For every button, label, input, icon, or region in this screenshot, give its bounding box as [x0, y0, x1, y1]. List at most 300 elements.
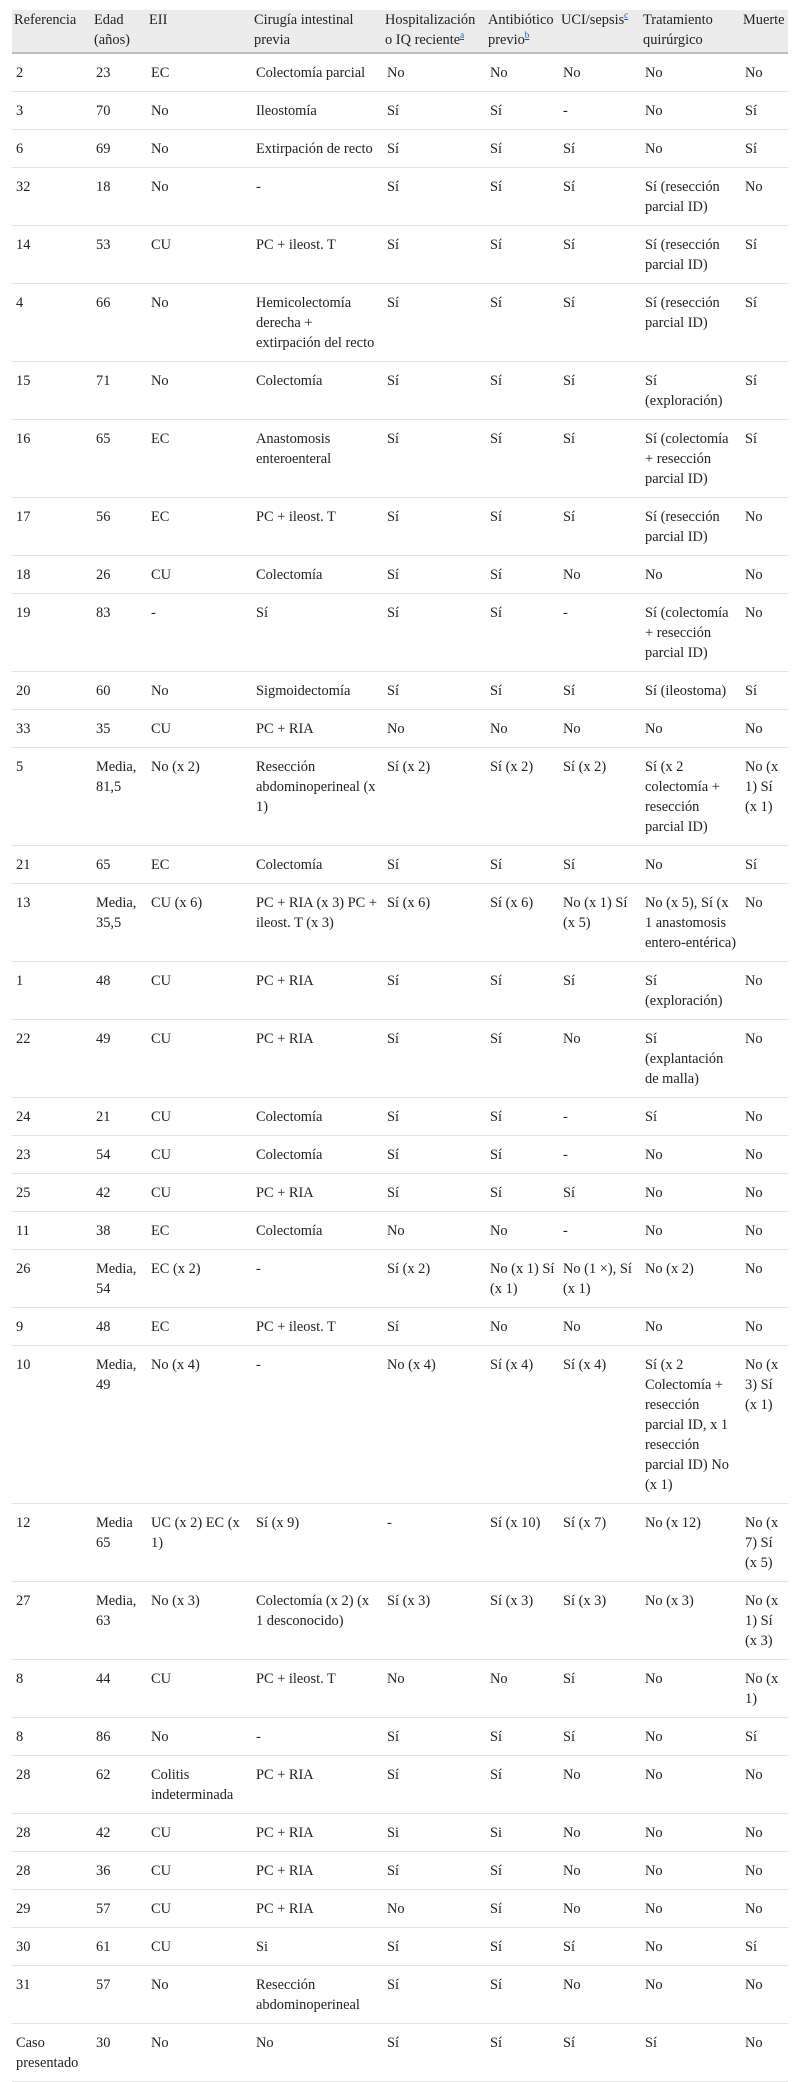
table-cell: Sí [741, 284, 788, 362]
table-row [12, 594, 788, 672]
table-row [12, 1136, 788, 1174]
table-cell: Sí (x 9) [252, 1504, 383, 1582]
table-cell: CU (x 6) [147, 884, 252, 962]
table-cell: Sí (x 2) [383, 1250, 486, 1308]
table-row [12, 1966, 788, 2024]
table-cell: 17 [12, 498, 92, 556]
table-cell: - [252, 1250, 383, 1308]
table-cell: Sí (x 2) [383, 748, 486, 846]
table-cell: Extirpación de recto [252, 130, 383, 168]
table-cell: 62 [92, 1756, 147, 1814]
table-cell: Sí (ileostoma) [641, 672, 741, 710]
table-row [12, 284, 788, 362]
table-cell: No (x 3) [147, 1582, 252, 1660]
table-cell: Sí [486, 1756, 559, 1814]
table-cell: 20 [12, 672, 92, 710]
table-cell: No [741, 710, 788, 748]
table-cell: Sí [486, 1966, 559, 2024]
table-cell: No [641, 846, 741, 884]
table-row [12, 1718, 788, 1756]
table-cell: Sí [486, 1890, 559, 1928]
table-row [12, 1582, 788, 1660]
table-cell: - [559, 92, 641, 130]
table-cell: CU [147, 226, 252, 284]
table-cell: Colectomía (x 2) (x 1 desconocido) [252, 1582, 383, 1660]
table-cell: 21 [92, 1098, 147, 1136]
table-row [12, 1098, 788, 1136]
table-cell: No [641, 130, 741, 168]
table-cell: No [641, 1814, 741, 1852]
table-cell: Colectomía [252, 1136, 383, 1174]
table-cell: No (x 2) [641, 1250, 741, 1308]
table-cell: Media, 63 [92, 1582, 147, 1660]
table-cell: Sí (colectomía + resección parcial ID) [641, 420, 741, 498]
table-cell: No [147, 284, 252, 362]
table-cell: 30 [12, 1928, 92, 1966]
table-row [12, 130, 788, 168]
table-row [12, 1928, 788, 1966]
table-cell: No [641, 1136, 741, 1174]
table-cell: No [641, 556, 741, 594]
table-cell: Sí [741, 846, 788, 884]
table-cell: - [559, 1136, 641, 1174]
table-cell: 57 [92, 1890, 147, 1928]
table-cell: EC [147, 53, 252, 92]
table-row [12, 420, 788, 498]
table-cell: No (x 12) [641, 1504, 741, 1582]
table-cell: - [252, 168, 383, 226]
table-cell: No [383, 53, 486, 92]
table-cell: No [559, 1020, 641, 1098]
table-cell: Sí [559, 498, 641, 556]
table-cell: Sí [741, 362, 788, 420]
table-cell: 26 [12, 1250, 92, 1308]
table-cell: No [147, 672, 252, 710]
column-header-label: Hospitalización o IQ reciente [385, 12, 476, 48]
table-cell: 3 [12, 92, 92, 130]
table-cell: Sí [486, 672, 559, 710]
table-cell: Sí [486, 1174, 559, 1212]
table-cell: PC + RIA [252, 1852, 383, 1890]
table-cell: No (x 1) Sí (x 1) [741, 748, 788, 846]
table-cell: Sí [383, 846, 486, 884]
table-cell: No [147, 1718, 252, 1756]
table-cell: No [741, 1814, 788, 1852]
table-row [12, 748, 788, 846]
table-cell: 60 [92, 672, 147, 710]
table-cell: No [641, 1174, 741, 1212]
table-cell: Sí (explantación de malla) [641, 1020, 741, 1098]
table-cell: No [641, 53, 741, 92]
table-cell: 5 [12, 748, 92, 846]
table-cell: No [741, 498, 788, 556]
table-cell: No [147, 2024, 252, 2082]
table-cell: 48 [92, 962, 147, 1020]
table-cell: - [252, 1346, 383, 1504]
table-row [12, 2024, 788, 2082]
table-cell: No [741, 1098, 788, 1136]
table-cell: Sí [559, 672, 641, 710]
table-cell: 71 [92, 362, 147, 420]
table-cell: 27 [12, 1582, 92, 1660]
table-cell: Sí (exploración) [641, 962, 741, 1020]
table-cell: 12 [12, 1504, 92, 1582]
table-cell: PC + RIA [252, 1890, 383, 1928]
table-cell: 53 [92, 226, 147, 284]
table-cell: No [147, 168, 252, 226]
table-cell: 36 [92, 1852, 147, 1890]
table-cell: Media, 49 [92, 1346, 147, 1504]
table-cell: 42 [92, 1814, 147, 1852]
table-cell: 86 [92, 1718, 147, 1756]
table-cell: Sí [559, 1718, 641, 1756]
table-cell: Sí [559, 362, 641, 420]
table-cell: Sí [741, 1718, 788, 1756]
table-cell: Sí [383, 556, 486, 594]
table-cell: Ileostomía [252, 92, 383, 130]
table-cell: EC [147, 846, 252, 884]
table-cell: No [559, 556, 641, 594]
column-header [486, 10, 559, 53]
table-cell: No [383, 1660, 486, 1718]
table-cell: PC + ileost. T [252, 226, 383, 284]
table-cell: CU [147, 1852, 252, 1890]
table-cell: No [741, 556, 788, 594]
table-cell: Colitis indeterminada [147, 1756, 252, 1814]
table-cell: No [147, 362, 252, 420]
table-cell: 24 [12, 1098, 92, 1136]
table-cell: Sí [383, 2024, 486, 2082]
table-cell: Colectomía [252, 846, 383, 884]
column-header-label: Edad (años) [94, 12, 130, 48]
table-cell: Colectomía [252, 1098, 383, 1136]
table-cell: Colectomía [252, 362, 383, 420]
table-cell: - [559, 594, 641, 672]
table-cell: No [741, 1308, 788, 1346]
table-cell: Sí [741, 1928, 788, 1966]
table-cell: CU [147, 710, 252, 748]
table-cell: 10 [12, 1346, 92, 1504]
table-cell: PC + RIA [252, 962, 383, 1020]
table-cell: Sí [383, 594, 486, 672]
table-cell: Sí [383, 962, 486, 1020]
table-cell: No [559, 1852, 641, 1890]
table-cell: 30 [92, 2024, 147, 2082]
table-cell: Sí [383, 92, 486, 130]
table-cell: No [741, 1212, 788, 1250]
table-cell: No [559, 53, 641, 92]
table-cell: Sí [486, 594, 559, 672]
table-cell: CU [147, 1928, 252, 1966]
table-cell: Sí [486, 284, 559, 362]
table-cell: No [741, 884, 788, 962]
table-cell: Sí [486, 130, 559, 168]
table-row [12, 1020, 788, 1098]
table-cell: Sí [383, 284, 486, 362]
table-row [12, 1212, 788, 1250]
table-cell: No [486, 710, 559, 748]
data-table [12, 10, 788, 2082]
table-cell: Sí [383, 1020, 486, 1098]
table-cell: Sí [486, 2024, 559, 2082]
table-cell: 15 [12, 362, 92, 420]
table-cell: 18 [92, 168, 147, 226]
table-cell: EC [147, 1308, 252, 1346]
table-row [12, 1814, 788, 1852]
table-cell: Sí (exploración) [641, 362, 741, 420]
table-cell: Sí (x 4) [486, 1346, 559, 1504]
table-cell: No [741, 1852, 788, 1890]
table-cell: 6 [12, 130, 92, 168]
table-cell: No [741, 1020, 788, 1098]
table-cell: 1 [12, 962, 92, 1020]
table-cell: No [486, 1308, 559, 1346]
table-cell: No [383, 1890, 486, 1928]
table-cell: 28 [12, 1756, 92, 1814]
table-cell: Sí (x 10) [486, 1504, 559, 1582]
table-cell: EC (x 2) [147, 1250, 252, 1308]
column-header [92, 10, 147, 53]
table-cell: No [741, 1136, 788, 1174]
table-cell: Sí [559, 168, 641, 226]
table-cell: 16 [12, 420, 92, 498]
table-cell: 61 [92, 1928, 147, 1966]
table-cell: 23 [12, 1136, 92, 1174]
table-cell: Sí (resección parcial ID) [641, 226, 741, 284]
table-cell: No (x 1) Sí (x 5) [559, 884, 641, 962]
table-cell: Si [252, 1928, 383, 1966]
table-row [12, 168, 788, 226]
table-cell: 18 [12, 556, 92, 594]
table-cell: No (1 ×), Sí (x 1) [559, 1250, 641, 1308]
table-cell: Sí (x 2 Colectomía + resección parcial ID, x 1 resección parcial ID) No (x 1) [641, 1346, 741, 1504]
footnote-link[interactable]: b [524, 30, 530, 41]
table-cell: No [559, 710, 641, 748]
table-cell: Sí [383, 1718, 486, 1756]
table-row [12, 92, 788, 130]
table-cell: CU [147, 1814, 252, 1852]
table-cell: Sí [486, 420, 559, 498]
table-cell: No [741, 1966, 788, 2024]
table-cell: PC + RIA [252, 1174, 383, 1212]
table-cell: 33 [12, 710, 92, 748]
column-header-label: Muerte [743, 12, 785, 28]
table-cell: 66 [92, 284, 147, 362]
column-header [741, 10, 788, 53]
table-cell: Sí (x 3) [383, 1582, 486, 1660]
table-cell: No [641, 1660, 741, 1718]
table-cell: Sí [383, 226, 486, 284]
table-cell: 8 [12, 1718, 92, 1756]
table-cell: PC + RIA [252, 1756, 383, 1814]
table-cell: - [147, 594, 252, 672]
table-row [12, 1250, 788, 1308]
table-cell: PC + RIA [252, 1020, 383, 1098]
table-cell: Sí [559, 846, 641, 884]
column-header [641, 10, 741, 53]
footnote-link[interactable]: c [624, 10, 629, 21]
table-cell: CU [147, 1098, 252, 1136]
table-cell: Sí [383, 168, 486, 226]
table-cell: Sí [383, 130, 486, 168]
table-cell: - [559, 1098, 641, 1136]
table-cell: No [741, 594, 788, 672]
table-cell: No [486, 1660, 559, 1718]
table-cell: Sí [486, 1928, 559, 1966]
table-cell: PC + ileost. T [252, 1308, 383, 1346]
table-row [12, 1504, 788, 1582]
table-cell: 35 [92, 710, 147, 748]
table-cell: No [641, 1718, 741, 1756]
table-cell: No [641, 1852, 741, 1890]
table-cell: 21 [12, 846, 92, 884]
table-cell: CU [147, 1174, 252, 1212]
table-cell: 11 [12, 1212, 92, 1250]
table-cell: Sí [486, 1718, 559, 1756]
table-cell: Sí [486, 168, 559, 226]
table-cell: 4 [12, 284, 92, 362]
table-row [12, 962, 788, 1020]
table-cell: Sí [383, 1966, 486, 2024]
table-cell: No [383, 1212, 486, 1250]
table-row [12, 53, 788, 92]
table-cell: No (x 3) Sí (x 1) [741, 1346, 788, 1504]
table-cell: 14 [12, 226, 92, 284]
table-cell: Caso presentado [12, 2024, 92, 2082]
table-cell: Colectomía [252, 556, 383, 594]
table-cell: CU [147, 556, 252, 594]
table-cell: No (x 5), Sí (x 1 anastomosis entero-entérica) [641, 884, 741, 962]
table-cell: No [147, 92, 252, 130]
table-cell: Sí [383, 1174, 486, 1212]
table-cell: Sí [741, 226, 788, 284]
table-cell: Sí [383, 672, 486, 710]
column-header-label: Antibiótico previo [488, 12, 554, 48]
table-cell: No [641, 1212, 741, 1250]
column-header [147, 10, 252, 53]
table-cell: Media, 35,5 [92, 884, 147, 962]
table-cell: No [559, 1814, 641, 1852]
table-cell: Sí [559, 1660, 641, 1718]
table-cell: Sí [741, 420, 788, 498]
table-cell: Sí [486, 1098, 559, 1136]
table-cell: Media, 81,5 [92, 748, 147, 846]
table-cell: Sí [559, 1174, 641, 1212]
table-row [12, 672, 788, 710]
table-row [12, 362, 788, 420]
table-header-row [12, 10, 788, 53]
table-cell: Sigmoidectomía [252, 672, 383, 710]
table-cell: EC [147, 420, 252, 498]
table-cell: 8 [12, 1660, 92, 1718]
table-cell: Sí (x 3) [486, 1582, 559, 1660]
table-cell: Hemicolectomía derecha + extirpación del recto [252, 284, 383, 362]
table-cell: No [559, 1966, 641, 2024]
table-cell: No [741, 1174, 788, 1212]
table-cell: Sí (resección parcial ID) [641, 284, 741, 362]
table-body [12, 53, 788, 2082]
table-cell: No [486, 53, 559, 92]
table-cell: 49 [92, 1020, 147, 1098]
table-row [12, 226, 788, 284]
table-cell: No [252, 2024, 383, 2082]
table-cell: No [559, 1890, 641, 1928]
footnote-link[interactable]: a [460, 30, 465, 41]
table-cell: 57 [92, 1966, 147, 2024]
table-cell: No [641, 710, 741, 748]
table-cell: Media, 54 [92, 1250, 147, 1308]
table-cell: PC + ileost. T [252, 498, 383, 556]
table-cell: Sí [383, 420, 486, 498]
table-row [12, 1890, 788, 1928]
table-cell: CU [147, 1020, 252, 1098]
table-cell: PC + ileost. T [252, 1660, 383, 1718]
table-cell: 19 [12, 594, 92, 672]
table-cell: No [559, 1756, 641, 1814]
column-header [383, 10, 486, 53]
table-cell: EC [147, 1212, 252, 1250]
table-cell: CU [147, 962, 252, 1020]
table-cell: No [641, 1928, 741, 1966]
table-cell: Sí (x 2 colectomía + resección parcial ID) [641, 748, 741, 846]
table-cell: No [383, 710, 486, 748]
table-cell: Resección abdominoperineal (x 1) [252, 748, 383, 846]
table-cell: No [741, 962, 788, 1020]
table-cell: No (x 1) [741, 1660, 788, 1718]
table-cell: Sí [559, 962, 641, 1020]
table-cell: Sí [486, 498, 559, 556]
table-cell: - [383, 1504, 486, 1582]
column-header-label: Referencia [14, 12, 77, 28]
table-cell: Sí [486, 556, 559, 594]
column-header [12, 10, 92, 53]
table-cell: 42 [92, 1174, 147, 1212]
table-cell: Sí [383, 362, 486, 420]
table-cell: Sí (x 7) [559, 1504, 641, 1582]
table-cell: 22 [12, 1020, 92, 1098]
column-header [559, 10, 641, 53]
table-cell: Sí (x 6) [486, 884, 559, 962]
table-cell: Sí (x 4) [559, 1346, 641, 1504]
column-header-label: UCI/sepsis [561, 12, 625, 28]
table-cell: Sí [641, 1098, 741, 1136]
table-cell: - [252, 1718, 383, 1756]
table-cell: 2 [12, 53, 92, 92]
table-cell: Sí (x 2) [559, 748, 641, 846]
table-cell: Sí [559, 130, 641, 168]
table-cell: Sí [741, 130, 788, 168]
table-cell: No [486, 1212, 559, 1250]
table-cell: Media 65 [92, 1504, 147, 1582]
table-row [12, 1756, 788, 1814]
table-cell: EC [147, 498, 252, 556]
table-cell: 38 [92, 1212, 147, 1250]
table-cell: No [147, 1966, 252, 2024]
table-cell: Sí [383, 1756, 486, 1814]
table-cell: 56 [92, 498, 147, 556]
table-cell: Sí [486, 1020, 559, 1098]
table-cell: 83 [92, 594, 147, 672]
table-row [12, 846, 788, 884]
table-row [12, 710, 788, 748]
table-cell: Sí [383, 498, 486, 556]
table-cell: No (x 1) Sí (x 3) [741, 1582, 788, 1660]
table-cell: No [147, 130, 252, 168]
table-cell: Sí [559, 2024, 641, 2082]
table-row [12, 1308, 788, 1346]
table-cell: Colectomía parcial [252, 53, 383, 92]
table-cell: Sí [486, 846, 559, 884]
